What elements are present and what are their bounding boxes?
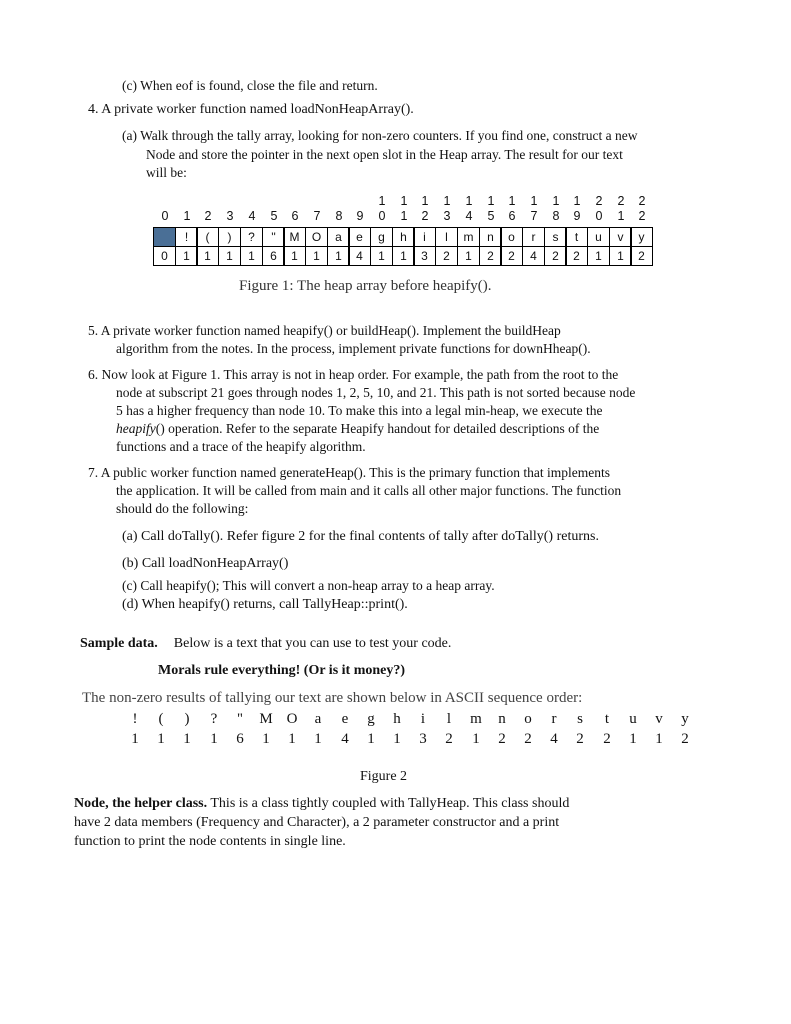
char-cell: t [565,227,588,247]
item-7a: (a) Call doTally(). Refer figure 2 for the final contents of tally after doTally() returns. [122,529,599,544]
char-cell: u [587,227,610,247]
sample-quote: Morals rule everything! (Or is it money?) [158,663,406,678]
node-line3: function to print the node contents in single line. [74,834,346,849]
ascii-char: u [629,711,637,727]
char-cell: '' [262,227,285,247]
freq-cell: 1 [175,246,198,266]
item-7d: (d) When heapify() returns, call TallyHeap::print(). [122,597,408,612]
index-bottom-digit: 0 [595,209,603,223]
ascii-freq: 1 [314,731,322,747]
node-line1 [74,795,569,813]
ascii-freq: 1 [210,731,218,747]
ascii-char: y [681,711,689,727]
item-4a-line2: Node and store the pointer in the next open slot in the Heap array. The result for our text [146,147,623,162]
index-top-digit: 1 [443,194,451,208]
item-4a-line3: will be: [146,165,187,180]
item-4a-line1: (a) Walk through the tally array, looking for non-zero counters. If you find one, construct a new [122,128,638,143]
item-c-eof: (c) When eof is found, close the file and return. [122,78,378,93]
index-top-digit: 1 [573,194,581,208]
node-line1-rest: This is a class tightly coupled with TallyHeap. This class should [207,796,570,811]
freq-cell: 1 [457,246,480,266]
freq-cell: 2 [479,246,502,266]
freq-cell: 1 [392,246,415,266]
ascii-char: e [341,711,349,727]
index-bottom-digit: 1 [183,209,191,223]
ascii-char: s [577,711,583,727]
item-7-line1: 7. A public worker function named generateHeap(). This is the primary function that implements [88,465,610,480]
freq-cell: 2 [544,246,567,266]
ascii-freq: 2 [524,731,532,747]
index-bottom-digit: 6 [508,209,516,223]
index-bottom-digit: 3 [226,209,234,223]
ascii-freq: 6 [236,731,244,747]
index-bottom-digit: 4 [248,209,256,223]
item-7-line3: should do the following: [116,501,249,516]
ascii-freq: 2 [603,731,611,747]
index-top-digit: 1 [552,194,560,208]
char-cell: a [327,227,350,247]
freq-cell: 1 [305,246,328,266]
freq-cell: 1 [609,246,632,266]
ascii-char: ) [184,711,190,727]
char-cell: l [435,227,458,247]
freq-cell: 2 [500,246,523,266]
ascii-char: o [524,711,532,727]
item-7-line2: the application. It will be called from main and it calls all other major functions. The function [116,483,622,498]
ascii-freq: 2 [445,731,453,747]
freq-cell: 1 [196,246,219,266]
ascii-freq: 1 [367,731,375,747]
freq-cell: 3 [413,246,436,266]
ascii-freq: 1 [393,731,401,747]
item-5-line2: algorithm from the notes. In the process, implement private functions for downHheap(). [116,341,591,356]
index-bottom-digit: 8 [552,209,560,223]
freq-cell: 2 [435,246,458,266]
index-top-digit: 2 [595,194,603,208]
sample-label: Sample data. [80,636,158,651]
char-cell: h [392,227,415,247]
index-bottom-digit: 2 [204,209,212,223]
item-6-line5: functions and a trace of the heapify algorithm. [116,439,366,454]
ascii-char: t [604,711,610,727]
index-top-digit: 1 [487,194,495,208]
ascii-freq: 1 [288,731,296,747]
item-6-line4 [116,420,599,438]
freq-cell: 0 [153,246,176,266]
index-bottom-digit: 2 [638,209,646,223]
node-title: Node, the helper class. [74,796,208,811]
char-cell: v [609,227,632,247]
figure-1-caption: Figure 1: The heap array before heapify(). [239,278,492,294]
index-bottom-digit: 1 [400,209,408,223]
item-7b: (b) Call loadNonHeapArray() [122,556,289,571]
freq-cell: 1 [283,246,306,266]
char-cell: O [305,227,328,247]
freq-cell: 1 [370,246,393,266]
ascii-char: m [470,711,482,727]
ascii-freq: 1 [131,731,139,747]
freq-cell: 1 [218,246,241,266]
item-6-line3: 5 has a higher frequency than node 10. To make this into a legal min-heap, we execute the [116,403,603,418]
char-cell: ! [175,227,198,247]
ascii-char: h [393,711,401,727]
item-4: 4. A private worker function named loadNonHeapArray(). [88,102,414,117]
char-cell: o [500,227,523,247]
index-bottom-digit: 0 [161,209,169,223]
index-top-digit: 2 [617,194,625,208]
freq-cell: 1 [327,246,350,266]
sample-text: Below is a text that you can use to test your code. [173,636,452,651]
index-top-digit: 1 [508,194,516,208]
index-bottom-digit: 5 [487,209,495,223]
char-cell: M [283,227,306,247]
ascii-char: n [498,711,506,727]
char-cell: y [630,227,653,247]
char-cell: e [348,227,371,247]
char-cell: ) [218,227,241,247]
ascii-char: '' [237,711,243,727]
ascii-char: M [259,711,273,727]
index-bottom-digit: 9 [356,209,364,223]
char-cell: i [413,227,436,247]
index-top-digit: 1 [421,194,429,208]
char-cell: ? [240,227,263,247]
index-bottom-digit: 6 [291,209,299,223]
item-5-line1: 5. A private worker function named heapify() or buildHeap(). Implement the buildHeap [88,323,561,338]
char-cell: ( [196,227,219,247]
ascii-freq: 3 [419,731,427,747]
freq-cell: 4 [348,246,371,266]
sample-data-line [80,635,451,653]
ascii-freq: 4 [341,731,349,747]
freq-cell: 2 [565,246,588,266]
index-top-digit: 1 [530,194,538,208]
ascii-freq: 2 [498,731,506,747]
index-top-digit: 2 [638,194,646,208]
index-top-digit: 1 [400,194,408,208]
index-bottom-digit: 2 [421,209,429,223]
index-bottom-digit: 4 [465,209,473,223]
ascii-char: ( [158,711,164,727]
ascii-freq: 1 [472,731,480,747]
char-cell: r [522,227,545,247]
ascii-freq: 1 [183,731,191,747]
index-bottom-digit: 0 [378,209,386,223]
index-bottom-digit: 3 [443,209,451,223]
ascii-char: ? [210,711,218,727]
ascii-char: i [420,711,426,727]
ascii-char: a [314,711,322,727]
ascii-char: ! [132,711,138,727]
ascii-freq: 4 [550,731,558,747]
index-bottom-digit: 5 [270,209,278,223]
index-top-digit: 1 [465,194,473,208]
ascii-freq: 2 [576,731,584,747]
ascii-freq: 2 [681,731,689,747]
char-cell [153,227,176,247]
ascii-char: r [551,711,557,727]
char-cell: m [457,227,480,247]
freq-cell: 6 [262,246,285,266]
ascii-freq: 1 [655,731,663,747]
char-cell: n [479,227,502,247]
char-cell: s [544,227,567,247]
ascii-char: l [446,711,452,727]
ascii-freq: 1 [262,731,270,747]
index-top-digit: 1 [378,194,386,208]
ascii-freq: 1 [629,731,637,747]
node-line2: have 2 data members (Frequency and Character), a 2 parameter constructor and a print [74,815,560,830]
figure-2-caption: Figure 2 [360,769,408,784]
results-intro: The non-zero results of tallying our text are shown below in ASCII sequence order: [82,690,583,706]
ascii-char: g [367,711,375,727]
heapify-emphasis: heapify [116,421,156,436]
freq-cell: 1 [587,246,610,266]
index-bottom-digit: 8 [335,209,343,223]
ascii-freq: 1 [157,731,165,747]
freq-cell: 4 [522,246,545,266]
index-bottom-digit: 1 [617,209,625,223]
item-6-line4-rest: () operation. Refer to the separate Heapify handout for detailed descriptions of the [155,421,600,436]
item-6-line1: 6. Now look at Figure 1. This array is not in heap order. For example, the path from the root to the [88,367,619,382]
index-bottom-digit: 7 [313,209,321,223]
char-cell: g [370,227,393,247]
freq-cell: 2 [630,246,653,266]
freq-cell: 1 [240,246,263,266]
item-6-line2: node at subscript 21 goes through nodes 1, 2, 5, 10, and 21. This path is not sorted because node [116,385,636,400]
index-bottom-digit: 9 [573,209,581,223]
item-7c: (c) Call heapify(); This will convert a non-heap array to a heap array. [122,578,495,593]
ascii-char: O [286,711,298,727]
ascii-char: v [655,711,663,727]
index-bottom-digit: 7 [530,209,538,223]
